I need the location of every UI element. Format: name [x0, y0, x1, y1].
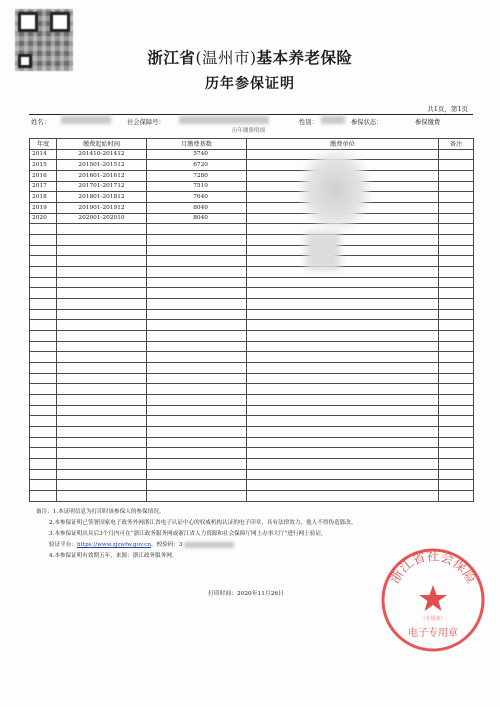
- cell-note: [439, 394, 474, 405]
- seal-mid-text: （专用章）: [420, 616, 446, 622]
- cell-base: [147, 491, 247, 502]
- table-row: [30, 352, 474, 363]
- cell-unit: [247, 437, 439, 448]
- cell-year: [30, 234, 57, 245]
- cell-note: [439, 224, 474, 235]
- cell-year: [30, 309, 57, 320]
- cell-period: [57, 277, 147, 288]
- cell-period: [57, 234, 147, 245]
- table-row: [30, 160, 474, 171]
- cell-note: [439, 202, 474, 213]
- table-row: [30, 181, 474, 192]
- cell-period: [57, 373, 147, 384]
- cell-year: [30, 426, 57, 437]
- cell-note: [439, 352, 474, 363]
- table-row: [30, 394, 474, 405]
- cell-period: [57, 224, 147, 235]
- table-row: [30, 234, 474, 245]
- cell-period: [57, 426, 147, 437]
- cell-period: [57, 480, 147, 491]
- table-row: [30, 330, 474, 341]
- cell-period: [57, 448, 147, 459]
- cell-note: [439, 309, 474, 320]
- cell-note: [439, 192, 474, 203]
- cell-note: [439, 330, 474, 341]
- cell-year: [30, 320, 57, 331]
- name-label: 姓名：: [31, 119, 50, 126]
- verify-link[interactable]: https://www.zjzwfw.gov.cn: [76, 542, 152, 548]
- cell-unit: [247, 298, 439, 309]
- cell-year: 2020: [30, 213, 57, 224]
- ssn-redacted: [179, 116, 269, 124]
- cell-base: [147, 405, 247, 416]
- cell-note: [439, 416, 474, 427]
- cell-unit: [247, 320, 439, 331]
- cell-year: [30, 491, 57, 502]
- table-row: [30, 256, 474, 267]
- cell-unit: [247, 426, 439, 437]
- cell-base: 6720: [147, 160, 247, 171]
- cell-note: [439, 491, 474, 502]
- cell-period: [57, 309, 147, 320]
- table-header-row: [30, 139, 474, 150]
- cell-year: 2018: [30, 192, 57, 203]
- table-row: [30, 213, 474, 224]
- cell-period: [57, 437, 147, 448]
- cell-note: [439, 256, 474, 267]
- cell-base: [147, 373, 247, 384]
- table-row: [30, 277, 474, 288]
- cell-period: 201601-201612: [57, 170, 147, 181]
- seal-bottom-text: 电子专用章: [408, 628, 458, 639]
- cell-period: [57, 362, 147, 373]
- detail-subnote: 历年缴费明细: [232, 128, 266, 134]
- cell-note: [439, 341, 474, 352]
- table-row: [30, 416, 474, 427]
- cell-base: [147, 277, 247, 288]
- table-row: [30, 426, 474, 437]
- cell-unit: [247, 288, 439, 299]
- seal-star-icon: [419, 585, 447, 611]
- cell-note: [439, 437, 474, 448]
- cell-base: [147, 458, 247, 469]
- header-base: 月缴费基数: [147, 139, 247, 150]
- cell-year: [30, 416, 57, 427]
- cell-base: [147, 266, 247, 277]
- cell-year: 2019: [30, 202, 57, 213]
- header-year: 年度: [30, 139, 57, 150]
- cell-base: [147, 224, 247, 235]
- cell-year: [30, 405, 57, 416]
- cell-year: [30, 256, 57, 267]
- cell-period: 201501-201512: [57, 160, 147, 171]
- ssn-label: 社会保障号：: [127, 119, 165, 126]
- cell-note: [439, 373, 474, 384]
- cell-period: [57, 416, 147, 427]
- cell-base: [147, 245, 247, 256]
- document-subtitle: 历年参保证明: [205, 76, 295, 92]
- note-4: 4.本参保证明有效期五年，来源：浙江政务服务网。: [49, 553, 178, 559]
- cell-base: [147, 426, 247, 437]
- cell-base: [147, 352, 247, 363]
- cell-note: [439, 469, 474, 480]
- cell-unit: [247, 234, 439, 245]
- cell-period: 201801-201812: [57, 192, 147, 203]
- note-2: 2.本参保证明已签署国家电子政务外网浙江省电子认证中心的权威机构认证的电子印章，具有法律效力，他人不得伪造篡改。: [49, 520, 357, 526]
- cell-base: 5740: [147, 149, 247, 160]
- cell-period: 201410-201412: [57, 149, 147, 160]
- cell-base: [147, 448, 247, 459]
- gender-redacted: [321, 116, 345, 124]
- employer-redacted: [300, 150, 370, 230]
- cell-base: [147, 437, 247, 448]
- table-row: [30, 491, 474, 502]
- cell-base: 7510: [147, 181, 247, 192]
- cell-base: [147, 341, 247, 352]
- cell-year: [30, 384, 57, 395]
- cell-note: [439, 181, 474, 192]
- cell-note: [439, 480, 474, 491]
- cell-unit: [247, 394, 439, 405]
- cell-unit: [247, 469, 439, 480]
- notes-section: [36, 507, 356, 562]
- cell-base: 8040: [147, 202, 247, 213]
- cell-base: [147, 256, 247, 267]
- cell-unit: [247, 480, 439, 491]
- cell-base: [147, 394, 247, 405]
- cell-note: [439, 288, 474, 299]
- cell-base: [147, 469, 247, 480]
- table-row: [30, 245, 474, 256]
- table-row: [30, 480, 474, 491]
- cell-period: [57, 245, 147, 256]
- cell-period: 202001-202010: [57, 213, 147, 224]
- table-row: [30, 149, 474, 160]
- cell-note: [439, 458, 474, 469]
- cell-note: [439, 170, 474, 181]
- cell-year: [30, 298, 57, 309]
- cell-base: [147, 309, 247, 320]
- cell-base: [147, 362, 247, 373]
- cell-base: [147, 320, 247, 331]
- cell-year: [30, 352, 57, 363]
- table-row: [30, 469, 474, 480]
- cell-unit: [247, 373, 439, 384]
- cell-year: [30, 448, 57, 459]
- cell-period: [57, 256, 147, 267]
- verify-code-redacted: [184, 542, 234, 548]
- cell-base: [147, 234, 247, 245]
- cell-note: [439, 245, 474, 256]
- cell-year: [30, 224, 57, 235]
- status-value: 参保缴费: [415, 119, 441, 126]
- status-label: 参保状态：: [351, 119, 383, 126]
- cell-unit: [247, 245, 439, 256]
- cell-note: [439, 213, 474, 224]
- cell-year: [30, 437, 57, 448]
- cell-year: [30, 245, 57, 256]
- cell-base: 7640: [147, 192, 247, 203]
- cell-unit: [247, 309, 439, 320]
- table-row: [30, 448, 474, 459]
- table-row: [30, 266, 474, 277]
- table-row: [30, 202, 474, 213]
- cell-year: [30, 373, 57, 384]
- cell-unit: [247, 266, 439, 277]
- cell-note: [439, 149, 474, 160]
- cell-base: [147, 384, 247, 395]
- name-redacted: [61, 116, 111, 124]
- cell-year: 2014: [30, 149, 57, 160]
- cell-unit: [247, 384, 439, 395]
- cell-note: [439, 160, 474, 171]
- cell-period: [57, 288, 147, 299]
- cell-unit: [247, 352, 439, 363]
- cell-period: [57, 469, 147, 480]
- cell-period: [57, 266, 147, 277]
- note-3: 3.本参保证明出具后3个月内可在“浙江政务服务网或浙江省人力资源和社会保障厅网上办事大厅”进行网上验证，: [49, 531, 327, 537]
- cell-note: [439, 384, 474, 395]
- gender-label: 性别：: [299, 119, 318, 126]
- cell-year: [30, 288, 57, 299]
- cell-note: [439, 320, 474, 331]
- cell-period: [57, 384, 147, 395]
- cell-base: [147, 288, 247, 299]
- contribution-table: [29, 138, 474, 502]
- cell-unit: [247, 458, 439, 469]
- cell-period: [57, 341, 147, 352]
- table-row: [30, 170, 474, 181]
- table-row: [30, 320, 474, 331]
- cell-unit: [247, 256, 439, 267]
- cell-period: [57, 458, 147, 469]
- cell-note: [439, 362, 474, 373]
- table-row: [30, 341, 474, 352]
- table-row: [30, 309, 474, 320]
- table-row: [30, 437, 474, 448]
- table-row: [30, 224, 474, 235]
- cell-period: [57, 352, 147, 363]
- table-row: [30, 288, 474, 299]
- cell-base: 8040: [147, 213, 247, 224]
- cell-year: [30, 480, 57, 491]
- table-row: [30, 298, 474, 309]
- cell-period: [57, 491, 147, 502]
- table-row: [30, 384, 474, 395]
- cell-year: [30, 469, 57, 480]
- cell-note: [439, 266, 474, 277]
- table-row: [30, 405, 474, 416]
- cell-period: 201701-201712: [57, 181, 147, 192]
- cell-year: [30, 330, 57, 341]
- cell-base: [147, 416, 247, 427]
- cell-period: [57, 330, 147, 341]
- cell-year: [30, 458, 57, 469]
- note-1: 备注：1.本证明信息为打印时该参保人的参保情况。: [36, 509, 165, 515]
- employer-redacted-lower: [306, 232, 340, 270]
- cell-note: [439, 234, 474, 245]
- cell-period: [57, 320, 147, 331]
- cell-unit: [247, 416, 439, 427]
- cell-period: 201901-201912: [57, 202, 147, 213]
- cell-base: 7280: [147, 170, 247, 181]
- seal-arc-text: 浙江省社会保险: [387, 549, 479, 587]
- cell-note: [439, 426, 474, 437]
- cell-unit: [247, 330, 439, 341]
- cell-note: [439, 298, 474, 309]
- title-city: (温州市): [195, 49, 257, 67]
- cell-unit: [247, 341, 439, 352]
- cell-unit: [247, 448, 439, 459]
- cell-note: [439, 277, 474, 288]
- cell-unit: [247, 277, 439, 288]
- cell-year: [30, 266, 57, 277]
- title-prefix: 浙江省: [147, 48, 196, 67]
- cell-base: [147, 298, 247, 309]
- official-seal: [378, 545, 488, 655]
- cell-year: 2017: [30, 181, 57, 192]
- header-period: 缴费起始时间: [57, 139, 147, 150]
- note-verify: [36, 540, 356, 551]
- header-note: 备注: [439, 139, 474, 150]
- cell-year: 2015: [30, 160, 57, 171]
- table-row: [30, 192, 474, 203]
- cell-unit: [247, 362, 439, 373]
- header-unit: 缴费单位: [247, 139, 439, 150]
- cell-period: [57, 405, 147, 416]
- cell-base: [147, 480, 247, 491]
- cell-note: [439, 405, 474, 416]
- cell-year: 2016: [30, 170, 57, 181]
- cell-unit: [247, 405, 439, 416]
- cell-note: [439, 448, 474, 459]
- verify-prefix: 验证平台：: [49, 542, 77, 548]
- table-row: [30, 373, 474, 384]
- cell-year: [30, 341, 57, 352]
- cell-unit: [247, 491, 439, 502]
- cell-period: [57, 394, 147, 405]
- document-title: [0, 46, 500, 68]
- cell-year: [30, 394, 57, 405]
- cell-base: [147, 330, 247, 341]
- cell-year: [30, 277, 57, 288]
- print-time: 打印时间：2020年11月26日: [208, 591, 284, 597]
- personal-info-row: [29, 114, 473, 125]
- cell-year: [30, 362, 57, 373]
- table-row: [30, 458, 474, 469]
- page-info: 共1页，第1页: [427, 105, 468, 113]
- verify-code-label: ，校验码：3: [151, 542, 183, 548]
- title-suffix: 基本养老保险: [256, 48, 353, 67]
- table-row: [30, 362, 474, 373]
- cell-period: [57, 298, 147, 309]
